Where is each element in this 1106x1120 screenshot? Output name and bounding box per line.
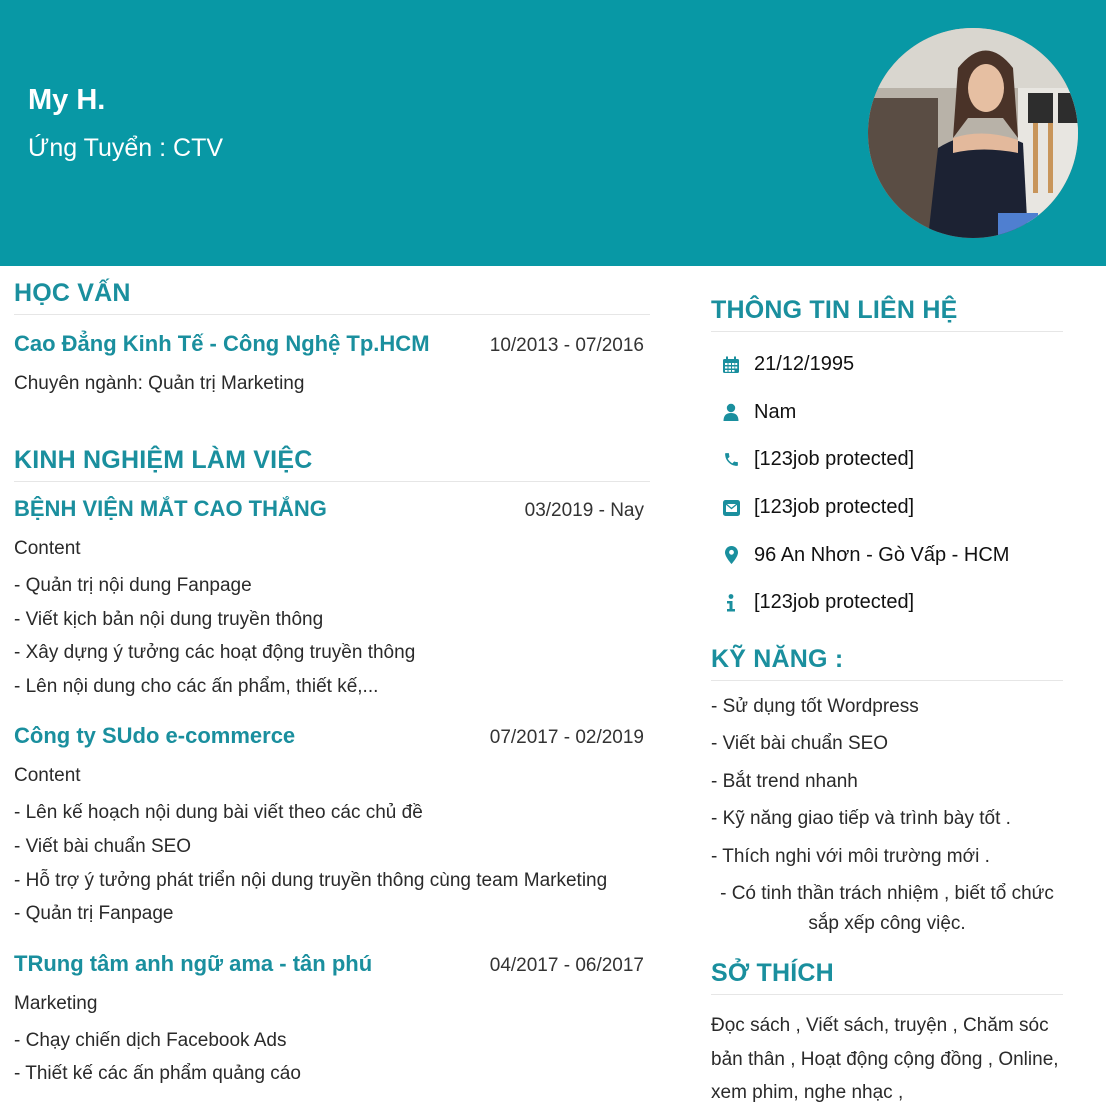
duty-item: - Quản trị nội dung Fanpage bbox=[14, 575, 252, 596]
skill-item: - Kỹ năng giao tiếp và trình bày tốt . bbox=[711, 808, 1011, 830]
contact-value: [123job protected] bbox=[754, 496, 915, 519]
avatar bbox=[868, 28, 1078, 238]
duty-item: - Viết kịch bản nội dung truyền thông bbox=[14, 608, 324, 630]
contact-value: 21/12/1995 bbox=[754, 353, 855, 376]
envelope-icon bbox=[713, 500, 749, 516]
hobbies-text: Đọc sách , Viết sách, truyện , Chăm sóc bản thân , Hoạt động cộng đồng , Online, xem phim, nghe nhạc , bbox=[711, 1015, 1059, 1104]
job-duties bbox=[14, 796, 650, 930]
section-title-education: HỌC VẤN bbox=[14, 279, 650, 315]
duty-item: - Thiết kế các ấn phẩm quảng cáo bbox=[14, 1063, 301, 1085]
profile-photo-icon bbox=[868, 28, 1078, 238]
duty-item: - Lên kế hoạch nội dung bài viết theo các chủ đề bbox=[14, 802, 423, 824]
job-duties bbox=[14, 1024, 650, 1091]
experience-date: 03/2019 - Nay bbox=[524, 500, 644, 521]
education-section bbox=[14, 279, 650, 395]
skill-item: - Bắt trend nhanh bbox=[711, 770, 858, 792]
education-entry-header bbox=[14, 331, 650, 357]
company-name: Công ty SUdo e-commerce bbox=[14, 723, 296, 749]
section-title-skills: KỸ NĂNG : bbox=[711, 645, 1063, 681]
job-duties bbox=[14, 569, 650, 703]
contact-item-info bbox=[711, 579, 1063, 627]
contact-item-birthday bbox=[711, 341, 1063, 389]
education-major: Chuyên ngành: Quản trị Marketing bbox=[14, 373, 305, 394]
skill-item: - Thích nghi với môi trường mới . bbox=[711, 845, 990, 867]
section-title-hobbies: SỞ THÍCH bbox=[711, 959, 1063, 995]
experience-entry-header bbox=[14, 723, 650, 749]
map-marker-icon bbox=[713, 546, 749, 564]
experience-entry-header bbox=[14, 496, 650, 522]
job-role: Content bbox=[14, 765, 81, 787]
contact-item-address bbox=[711, 531, 1063, 579]
contact-item-phone bbox=[711, 436, 1063, 484]
contact-value: [123job protected] bbox=[754, 448, 915, 471]
contact-value: 96 An Nhơn - Gò Vấp - HCM bbox=[754, 543, 1010, 566]
experience-date: 04/2017 - 06/2017 bbox=[489, 954, 644, 976]
duty-item: - Viết bài chuẩn SEO bbox=[14, 835, 192, 857]
skill-item: - Sử dụng tốt Wordpress bbox=[711, 695, 919, 717]
contact-value: [123job protected] bbox=[754, 591, 915, 614]
experience-section bbox=[14, 446, 650, 1091]
experience-entry bbox=[14, 496, 650, 703]
experience-entry bbox=[14, 723, 650, 930]
duty-item: - Lên nội dung cho các ấn phẩm, thiết kế,... bbox=[14, 675, 379, 697]
main-column bbox=[14, 266, 650, 1091]
job-role: Content bbox=[14, 538, 81, 559]
calendar-icon bbox=[713, 356, 749, 374]
duty-item: - Quản trị Fanpage bbox=[14, 903, 174, 925]
experience-entry bbox=[14, 951, 650, 1091]
duty-item: - Hỗ trợ ý tưởng phát triển nội dung truyền thông cùng team Marketing bbox=[14, 869, 608, 891]
skill-item: - Có tinh thần trách nhiệm , biết tổ chức sắp xếp công việc. bbox=[720, 883, 1054, 935]
contact-item-gender bbox=[711, 389, 1063, 437]
profile-header bbox=[0, 0, 1106, 266]
contact-value: Nam bbox=[754, 400, 797, 423]
hobbies-section bbox=[711, 959, 1063, 1110]
experience-entry-header bbox=[14, 951, 650, 977]
info-icon bbox=[713, 594, 749, 612]
duty-item: - Xây dựng ý tưởng các hoạt động truyền thông bbox=[14, 642, 416, 664]
section-title-experience: KINH NGHIỆM LÀM VIỆC bbox=[14, 446, 650, 482]
company-name: BỆNH VIỆN MẮT CAO THẮNG bbox=[14, 496, 327, 521]
school-name: Cao Đẳng Kinh Tế - Công Nghệ Tp.HCM bbox=[14, 331, 430, 356]
job-role: Marketing bbox=[14, 992, 98, 1014]
education-date: 10/2013 - 07/2016 bbox=[489, 335, 644, 356]
experience-date: 07/2017 - 02/2019 bbox=[489, 727, 644, 749]
section-title-contact: THÔNG TIN LIÊN HỆ bbox=[711, 296, 1063, 332]
user-icon bbox=[713, 403, 749, 421]
company-name: TRung tâm anh ngữ ama - tân phú bbox=[14, 950, 373, 976]
contact-list bbox=[711, 341, 1063, 627]
sidebar-column bbox=[711, 266, 1063, 1110]
contact-item-email bbox=[711, 484, 1063, 532]
skills-section bbox=[711, 645, 1063, 940]
applied-position: Ứng Tuyển : CTV bbox=[28, 134, 224, 162]
duty-item: - Chạy chiến dịch Facebook Ads bbox=[14, 1029, 287, 1051]
contact-section bbox=[711, 296, 1063, 627]
candidate-name: My H. bbox=[28, 84, 106, 116]
skills-list bbox=[711, 688, 1063, 940]
skill-item: - Viết bài chuẩn SEO bbox=[711, 733, 889, 755]
phone-icon bbox=[713, 451, 749, 468]
